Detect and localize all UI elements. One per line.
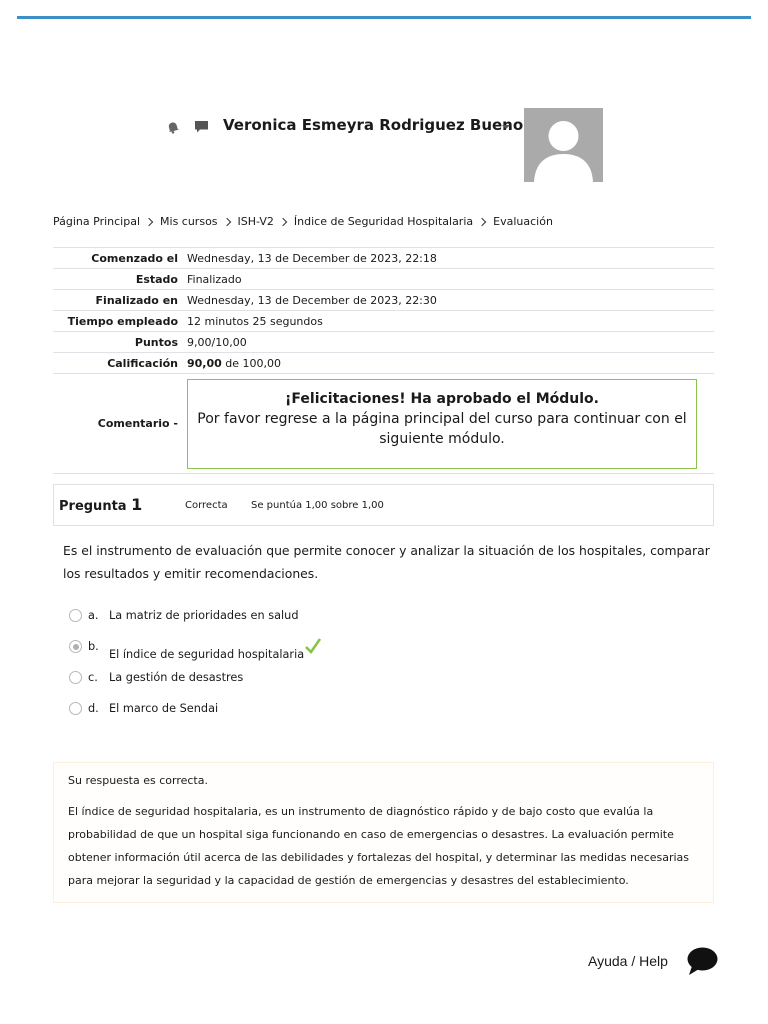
breadcrumb-section[interactable]: Índice de Seguridad Hospitalaria — [293, 215, 474, 228]
avatar[interactable] — [524, 108, 603, 182]
question-text: Es el instrumento de evaluación que permite conocer y analizar la situación de los hospitales, comparar los resultados y emitir recomendaciones. — [63, 543, 710, 581]
finished-label: Finalizado en — [53, 290, 184, 311]
caret-down-icon[interactable] — [502, 125, 510, 129]
checkmark-icon — [304, 637, 322, 655]
answer-label: El marco de Sendai — [109, 702, 219, 715]
question-info — [53, 484, 714, 526]
top-accent-line — [17, 16, 751, 19]
answer-letter: a. — [88, 609, 99, 622]
comment-cell — [184, 374, 714, 474]
answer-letter: c. — [88, 671, 98, 684]
answer-letter: b. — [88, 640, 99, 653]
started-label: Comenzado el — [53, 248, 184, 269]
summary-row-state — [53, 269, 714, 290]
avatar-placeholder-icon — [524, 108, 603, 182]
attempt-summary-table — [53, 247, 714, 474]
chat-bubble-icon[interactable] — [686, 946, 719, 976]
outcome-explanation: El índice de seguridad hospitalaria, es un instrumento de diagnóstico rápido y de bajo costo que evalúa la probabilidad de que un hospital siga funcionando en caso de emergencias o desastres. La evaluación permite obtener información útil acerca de las debilidades y fortalezas del hospital, y determinar las medidas necesarias para mejorar la seguridad y la capacidad de gestión de emergencias y desastres del establecimiento. — [68, 805, 690, 887]
time-label: Tiempo empleado — [53, 311, 184, 332]
answer-list — [68, 604, 468, 728]
answer-label-wrap — [109, 640, 322, 661]
feedback-body: Por favor regrese a la página principal del curso para continuar con el siguiente módulo. — [197, 411, 687, 447]
breadcrumb-quiz[interactable]: Evaluación — [493, 215, 553, 228]
answer-radio-d[interactable] — [69, 702, 82, 715]
comment-label: Comentario - — [53, 374, 184, 474]
help-link[interactable]: Ayuda / Help — [588, 953, 668, 969]
question-number-value: 1 — [131, 495, 143, 514]
state-label: Estado — [53, 269, 184, 290]
message-icon[interactable] — [194, 120, 209, 134]
summary-row-grade — [53, 353, 714, 374]
breadcrumb-my-courses[interactable]: Mis cursos — [160, 215, 218, 228]
answer-radio-c[interactable] — [69, 671, 82, 684]
answer-label: La matriz de prioridades en salud — [109, 609, 299, 622]
points-label: Puntos — [53, 332, 184, 353]
summary-row-started — [53, 248, 714, 269]
state-value: Finalizado — [184, 269, 714, 290]
bell-icon[interactable] — [166, 120, 180, 134]
answer-letter: d. — [88, 702, 99, 715]
answer-option-a — [68, 604, 468, 635]
time-value: 12 minutos 25 segundos — [184, 311, 714, 332]
chevron-right-icon — [222, 217, 230, 225]
question-grade: Se puntúa 1,00 sobre 1,00 — [251, 500, 384, 511]
answer-label: El índice de seguridad hospitalaria — [109, 648, 305, 661]
started-value: Wednesday, 13 de December de 2023, 22:18 — [184, 248, 714, 269]
summary-row-comment — [53, 374, 714, 474]
answer-radio-b[interactable] — [69, 640, 82, 653]
summary-row-finished — [53, 290, 714, 311]
breadcrumb-home[interactable]: Página Principal — [53, 215, 141, 228]
answer-option-d — [68, 697, 468, 728]
breadcrumb — [53, 215, 553, 228]
grade-suffix: de 100,00 — [221, 356, 282, 370]
grade-value: 90,00 — [187, 356, 222, 370]
question-state: Correcta — [185, 500, 228, 511]
answer-label: La gestión de desastres — [109, 671, 244, 684]
breadcrumb-course[interactable]: ISH-V2 — [237, 215, 274, 228]
feedback-title: ¡Felicitaciones! Ha aprobado el Módulo. — [285, 391, 599, 407]
user-name[interactable]: Veronica Esmeyra Rodriguez Bueno — [223, 116, 524, 134]
question-label: Pregunta — [59, 499, 127, 514]
chevron-right-icon — [279, 217, 287, 225]
finished-value: Wednesday, 13 de December de 2023, 22:30 — [184, 290, 714, 311]
question-number — [59, 495, 142, 514]
outcome-status: Su respuesta es correcta. — [68, 774, 208, 787]
summary-row-time — [53, 311, 714, 332]
chevron-right-icon — [145, 217, 153, 225]
chevron-right-icon — [478, 217, 486, 225]
points-value: 9,00/10,00 — [184, 332, 714, 353]
answer-radio-a[interactable] — [69, 609, 82, 622]
user-menu — [160, 108, 604, 182]
answer-option-c — [68, 666, 468, 697]
question-outcome — [53, 762, 714, 903]
overall-feedback-box — [187, 379, 697, 469]
summary-row-points — [53, 332, 714, 353]
answer-option-b — [68, 635, 468, 666]
grade-value-cell — [184, 353, 714, 374]
grade-label: Calificación — [53, 353, 184, 374]
